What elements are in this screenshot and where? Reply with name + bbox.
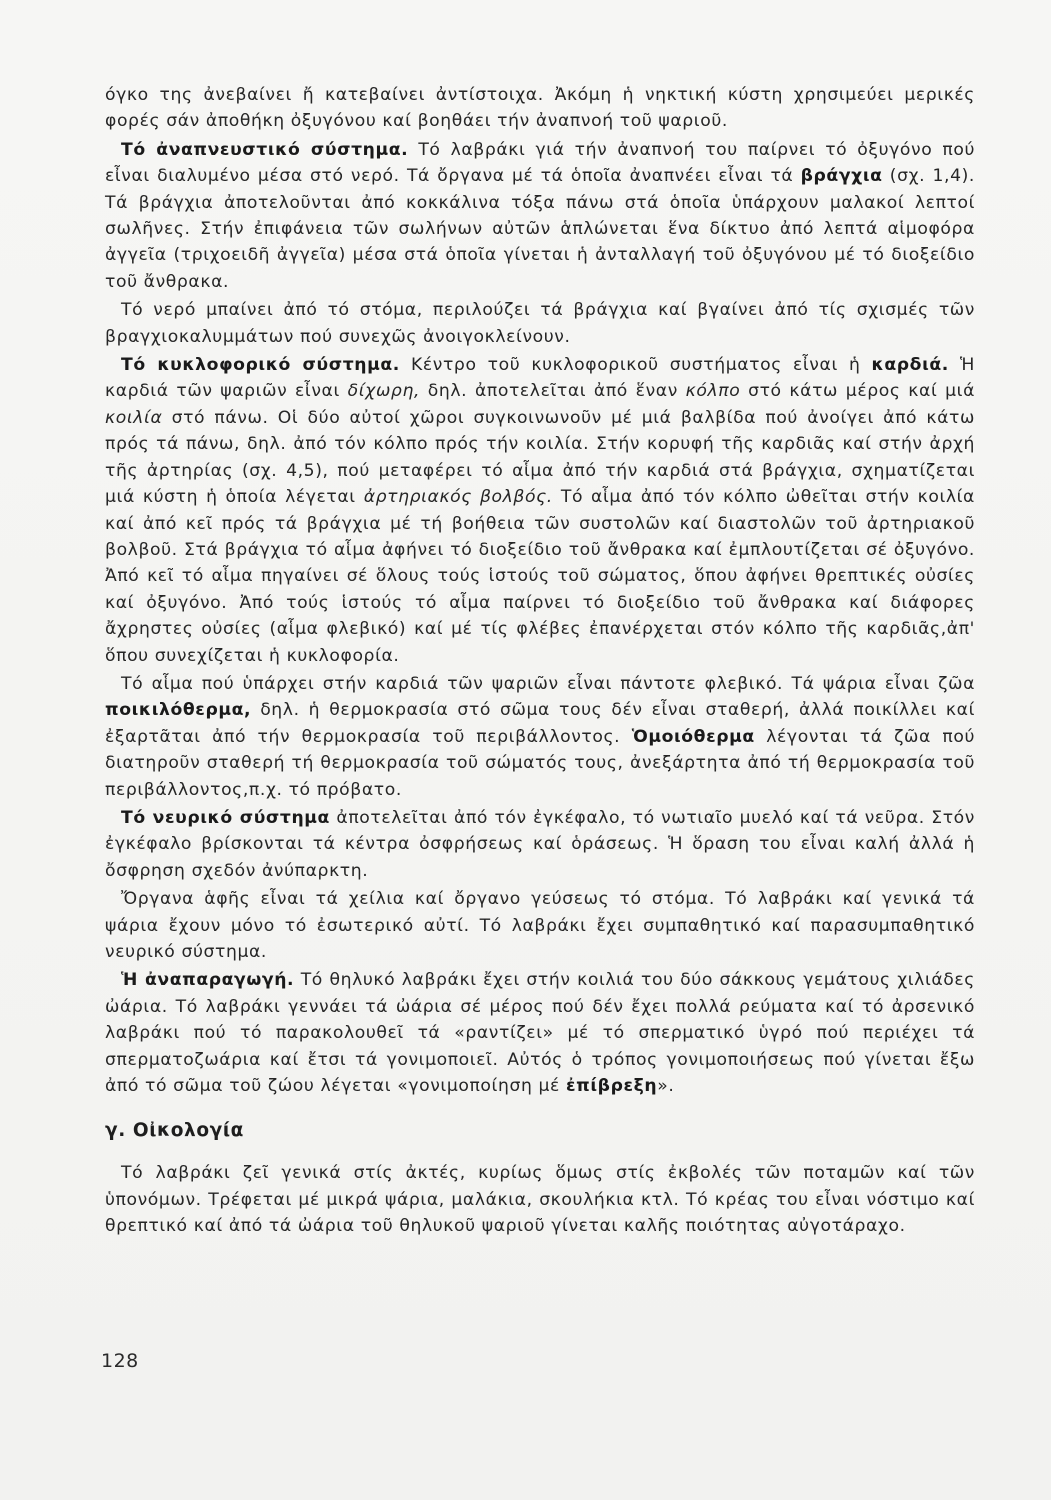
paragraph-text: Κέντρο τοῦ κυκλοφορικοῦ συστήματος εἶναι ἡ (399, 355, 872, 376)
bold-term: Ὁμοιόθερμα (631, 726, 755, 747)
paragraph-list (105, 82, 975, 1099)
page-number: 128 (101, 1350, 139, 1372)
bold-term: Ἡ ἀναπαραγωγή. (121, 970, 295, 991)
bold-term: βράγχια (800, 166, 883, 187)
paragraph-text: Τό θηλυκό λαβράκι ἔχει στήν κοιλιά του δύο σάκκους γεμάτους χιλιάδες ὠάρια. Τό λαβράκι γεννάει τά ὠάρια σέ μέρος πού δέν ἔχει πολλά ρεύματα καί τό ἀρσενικό λαβράκι πού τό παρακολουθεῖ τά «ραντίζει» μέ τό σπερματικό ὑγρό πού περιέχει τά σπερματοζωάρια καί ἔτσι τά γονιμοποιεῖ. Αὐτός ὁ τρόπος γονιμοποιήσεως πού γίνεται ἔξω ἀπό τό σῶμα τοῦ ζώου λέγεται «γονιμοποίηση μέ (105, 970, 975, 1097)
paragraph-text: Τό λαβράκι γιά τήν ἀναπνοή του παίρνει τό ὀξυγόνο πού εἶναι διαλυμένο μέσα στό νερό. Τά ὄργανα μέ τά ὁποῖα ἀναπνέει εἶναι τά (105, 139, 975, 187)
body-paragraph (105, 886, 975, 965)
bold-term: ἐπίβρεξη (566, 1076, 658, 1097)
paragraph-text: λέγονται τά ζῶα πού διατηροῦν σταθερή τή θερμοκρασία τοῦ σώματός τους, ἀνεξάρτητα ἀπό τή θερμοκρασία τοῦ περιβάλλοντος,π.χ. τό πρόβατο. (105, 726, 975, 800)
paragraph-text: όγκο της ἀνεβαίνει ἤ κατεβαίνει ἀντίστοιχα. Ἀκόμη ἡ νηκτική κύστη χρησιμεύει μερικές φορές σάν ἀποθήκη ὀξυγόνου καί βοηθάει τήν ἀναπνοή τοῦ ψαριοῦ. (105, 85, 975, 132)
ecology-paragraph: Τό λαβράκι ζεῖ γενικά στίς ἀκτές, κυρίως ὅμως στίς ἐκβολές τῶν ποταμῶν καί τῶν ὑπονόμων. Τρέφεται μέ μικρά ψάρια, μαλάκια, σκουλήκια κτλ. Τό κρέας του εἶναι νόστιμο καί θρεπτικό καί ἀπό τά ὠάρια τοῦ θηλυκοῦ ψαριοῦ γίνεται καλῆς ποιότητας αὐγοτάραχο. (105, 1163, 975, 1237)
body-paragraph (105, 967, 975, 1099)
italic-term: ἀρτηριακός βολβός. (363, 487, 553, 508)
paragraph-text: Τό αἷμα πού ὑπάρχει στήν καρδιά τῶν ψαριῶν εἶναι πάντοτε φλεβικό. Τά ψάρια εἶναι ζῶα (121, 673, 975, 694)
paragraph-text: στό πάνω. Οἱ δύο αὐτοί χῶροι συγκοινωνοῦν μέ μιά βαλβίδα πού ἀνοίγει ἀπό κάτω πρός τά πάνω, δηλ. ἀπό τόν κόλπο πρός τήν κοιλία. Στήν κορυφή τῆς καρδιᾶς καί στήν ἀρχή τῆς ἀρτηρίας (σχ. 4,5), πού μεταφέρει τό αἷμα ἀπό τήν καρδιά στά βράγχια, σχηματίζεται μιά κύστη ἡ ὁποία λέγεται (105, 407, 975, 508)
body-paragraph (105, 297, 975, 350)
bold-term: Τό κυκλοφορικό σύστημα. (121, 355, 400, 376)
paragraph-text: Τό αἷμα ἀπό τόν κόλπο ὠθεῖται στήν κοιλία καί ἀπό κεῖ πρός τά βράγχια μέ τή βοήθεια τῶν συστολῶν καί διαστολῶν τοῦ ἀρτηριακοῦ βολβοῦ. Στά βράγχια τό αἷμα ἀφήνει τό διοξείδιο τοῦ ἄνθρακα καί ἐμπλουτίζεται σέ ὀξυγόνο. Ἀπό κεῖ τό αἷμα πηγαίνει σέ ὅλους τούς ἱστούς τοῦ σώματος, ὅπου ἀφήνει θρεπτικές οὐσίες καί ὀξυγόνο. Ἀπό τούς ἱστούς τό αἷμα παίρνει τό διοξείδιο τοῦ ἄνθρακα καί διάφορες ἄχρηστες οὐσίες (αἷμα φλεβικό) καί μέ τίς φλέβες ἐπανέρχεται στόν κόλπο τῆς καρδιᾶς,ἀπ' ὅπου συνεχίζεται ἡ κυκλοφορία. (105, 487, 975, 666)
body-paragraph (105, 671, 975, 803)
body-paragraph (105, 805, 975, 884)
paragraph-text: Ὄργανα ἁφῆς εἶναι τά χείλια καί ὄργανο γεύσεως τό στόμα. Τό λαβράκι καί γενικά τά ψάρια ἔχουν μόνο τό ἐσωτερικό αὐτί. Τό λαβράκι ἔχει συμπαθητικό καί παρασυμπαθητικό νευρικό σύστημα. (105, 889, 975, 962)
paragraph-text: δηλ. ἡ θερμοκρασία στό σῶμα τους δέν εἶναι σταθερή, ἀλλά ποικίλλει καί ἐξαρτᾶται ἀπό τήν θερμοκρασία τοῦ περιβάλλοντος. (105, 700, 975, 747)
section-heading: γ. Οἰκολογία (105, 1120, 244, 1142)
paragraph-text: ἀποτελεῖται ἀπό τόν ἐγκέφαλο, τό νωτιαῖο μυελό καί τά νεῦρα. Στόν ἐγκέφαλο βρίσκονται τά κέντρα ὀσφρήσεως καί ὁράσεως. Ἡ ὅραση του εἶναι καλή ἀλλά ἡ ὄσφρηση σχεδόν ἀνύπαρκτη. (105, 807, 975, 881)
body-paragraph (105, 82, 975, 135)
paragraph-text: Ἡ καρδιά τῶν ψαριῶν εἶναι (105, 355, 975, 402)
italic-term: δίχωρη, (347, 381, 421, 402)
italic-term: κοιλία (105, 407, 163, 428)
bold-term: Τό νευρικό σύστημα (121, 807, 330, 828)
italic-term: κόλπο (685, 381, 741, 402)
body-paragraph (105, 137, 975, 295)
paragraph-text: δηλ. ἀποτελεῖται ἀπό ἕναν (420, 381, 686, 402)
body-paragraph (105, 352, 975, 669)
paragraph-text: Τό νερό μπαίνει ἀπό τό στόμα, περιλούζει τά βράγχια καί βγαίνει ἀπό τίς σχισμές τῶν βραγχιοκαλυμμάτων πού συνεχῶς ἀνοιγοκλείνουν. (105, 300, 975, 347)
bold-term: Τό ἀναπνευστικό σύστημα. (121, 139, 409, 160)
paragraph-text: ». (657, 1076, 675, 1097)
page-body (105, 82, 975, 1240)
paragraph-text: (σχ. 1,4). Τά βράγχια ἀποτελοῦνται ἀπό κοκκάλινα τόξα πάνω στά ὁποῖα ὑπάρχουν μαλακοί λεπτοί σωλῆνες. Στήν ἐπιφάνεια τῶν σωλήνων αὐτῶν ἁπλώνεται ἕνα δίκτυο ἀπό λεπτά αἱμοφόρα ἀγγεῖα (τριχοειδῆ ἀγγεῖα) μέσα στά ὁποῖα γίνεται ἡ ἀνταλλαγή τοῦ ὀξυγόνου μέ τό διοξείδιο τοῦ ἄνθρακα. (105, 166, 975, 292)
bold-term: καρδιά. (871, 355, 949, 376)
bold-term: ποικιλόθερμα, (105, 700, 252, 721)
paragraph-text: στό κάτω μέρος καί μιά (740, 381, 975, 402)
